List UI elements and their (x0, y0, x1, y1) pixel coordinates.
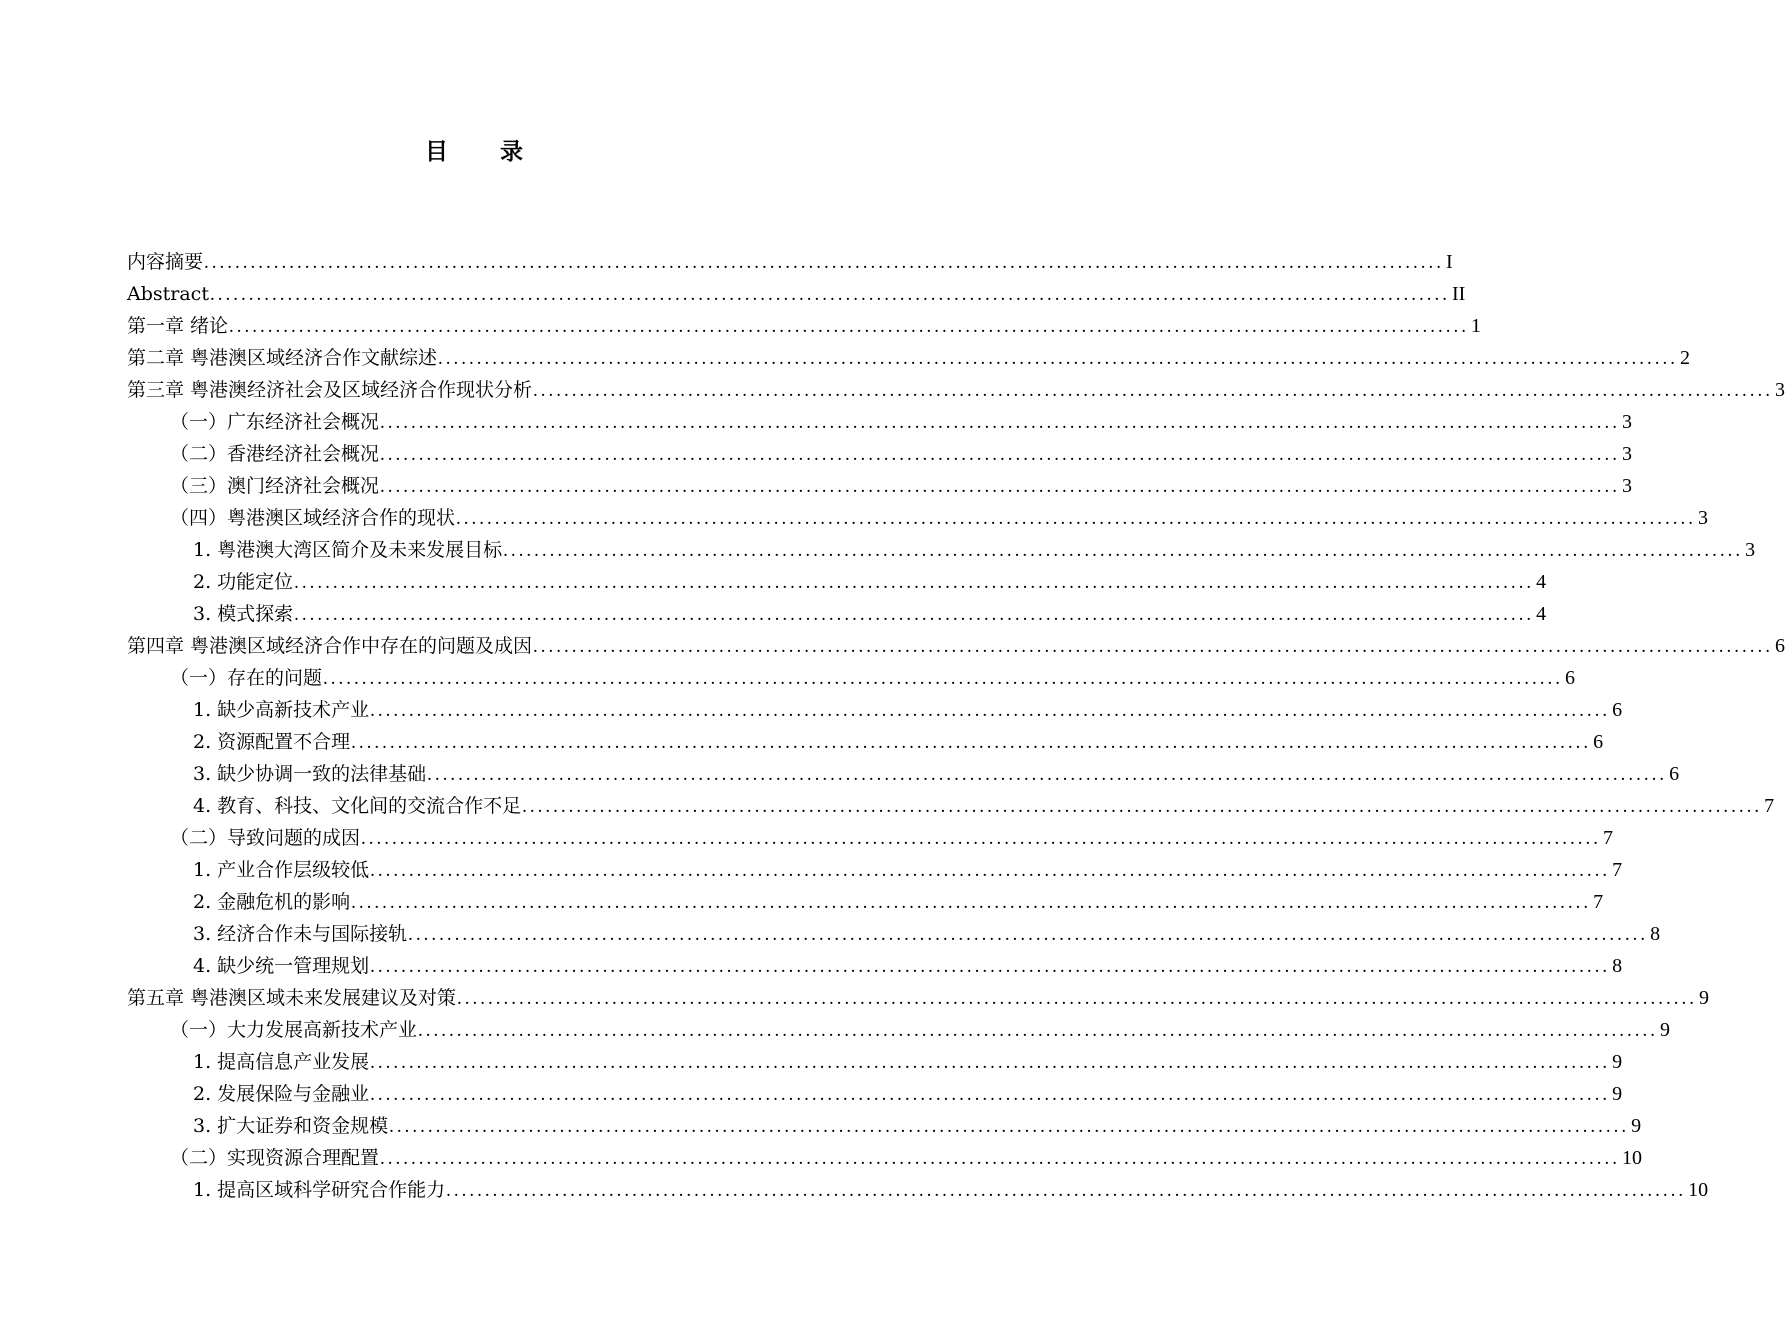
toc-entry-label: 第三章 粤港澳经济社会及区域经济合作现状分析 (127, 379, 533, 401)
toc-entry-label: 2. 金融危机的影响 (193, 891, 351, 913)
toc-leader-dots: ................................................................................................................................................................ (380, 444, 1621, 465)
toc-entry-page-number: 6 (1669, 763, 1680, 785)
toc-entry-label: 第二章 粤港澳区域经济合作文献综述 (127, 347, 438, 369)
toc-entry-page-number: 7 (1764, 795, 1775, 817)
toc-leader-dots: ................................................................................................................................................................ (351, 732, 1592, 753)
toc-entry-label: （二）导致问题的成因 (170, 827, 361, 849)
toc-entry-label: 3. 扩大证券和资金规模 (193, 1115, 389, 1137)
toc-entry-label: 1. 提高区域科学研究合作能力 (193, 1179, 446, 1201)
toc-entry[interactable] (127, 1014, 1671, 1046)
toc-leader-dots: ................................................................................................................................................................ (370, 956, 1611, 977)
toc-entry-page-number: 3 (1622, 475, 1633, 497)
toc-leader-dots: ................................................................................................................................................................ (380, 412, 1621, 433)
toc-leader-dots: ................................................................................................................................................................ (446, 1180, 1687, 1201)
toc-entry-page-number: 4 (1536, 571, 1547, 593)
toc-entry-label: 2. 资源配置不合理 (193, 731, 351, 753)
toc-entry-label: 内容摘要 (127, 251, 204, 273)
toc-leader-dots: ................................................................................................................................................................ (522, 796, 1763, 817)
toc-leader-dots: ................................................................................................................................................................ (456, 508, 1697, 529)
toc-entry[interactable] (127, 886, 1604, 918)
toc-entry[interactable] (127, 822, 1614, 854)
toc-entry[interactable] (127, 598, 1547, 630)
page-title: 目 录 (425, 139, 525, 165)
toc-entry-page-number: 1 (1471, 315, 1482, 337)
toc-leader-dots: ................................................................................................................................................................ (323, 668, 1564, 689)
toc-entry-label: （二）实现资源合理配置 (170, 1147, 380, 1169)
toc-leader-dots: ................................................................................................................................................................ (351, 892, 1592, 913)
toc-entry-label: 第一章 绪论 (127, 315, 229, 337)
toc-entry-page-number: 9 (1660, 1019, 1671, 1041)
toc-entry-page-number: 2 (1680, 347, 1691, 369)
toc-entry-label: 4. 缺少统一管理规划 (193, 955, 370, 977)
toc-leader-dots: ................................................................................................................................................................ (438, 348, 1679, 369)
toc-entry-label: 第五章 粤港澳区域未来发展建议及对策 (127, 987, 457, 1009)
toc-entry[interactable] (127, 854, 1623, 886)
toc-leader-dots: ................................................................................................................................................................ (389, 1116, 1630, 1137)
toc-entry-page-number: 3 (1698, 507, 1709, 529)
toc-leader-dots: ................................................................................................................................................................ (370, 1084, 1611, 1105)
toc-entry-page-number: I (1446, 251, 1453, 273)
toc-leader-dots: ................................................................................................................................................................ (361, 828, 1602, 849)
toc-entry-page-number: 8 (1612, 955, 1623, 977)
toc-entry-label: （三）澳门经济社会概况 (170, 475, 380, 497)
toc-leader-dots: ................................................................................................................................................................ (418, 1020, 1659, 1041)
toc-entry[interactable] (127, 566, 1547, 598)
toc-leader-dots: ................................................................................................................................................................ (380, 1148, 1621, 1169)
toc-entry-label: （一）大力发展高新技术产业 (170, 1019, 418, 1041)
toc-entry-page-number: 4 (1536, 603, 1547, 625)
toc-entry-page-number: 6 (1775, 635, 1785, 657)
toc-entry-label: （一）存在的问题 (170, 667, 323, 689)
toc-entry-page-number: 6 (1565, 667, 1576, 689)
toc-entry[interactable] (127, 342, 1691, 374)
toc-entry-page-number: 3 (1622, 411, 1633, 433)
toc-leader-dots: ................................................................................................................................................................ (209, 284, 1450, 305)
toc-entry[interactable] (127, 1046, 1623, 1078)
toc-entry-label: （一）广东经济社会概况 (170, 411, 380, 433)
toc-entry-page-number: 7 (1603, 827, 1614, 849)
toc-entry[interactable] (127, 662, 1576, 694)
toc-leader-dots: ................................................................................................................................................................ (294, 572, 1535, 593)
toc-entry[interactable] (127, 470, 1633, 502)
toc-entry-page-number: 9 (1699, 987, 1710, 1009)
toc-entry[interactable] (127, 534, 1756, 566)
table-of-contents (127, 246, 1785, 1206)
toc-entry[interactable] (127, 1142, 1643, 1174)
toc-leader-dots: ................................................................................................................................................................ (380, 476, 1621, 497)
toc-entry-page-number: 7 (1612, 859, 1623, 881)
toc-entry[interactable] (127, 694, 1623, 726)
toc-entry[interactable] (127, 982, 1710, 1014)
toc-leader-dots: ................................................................................................................................................................ (370, 700, 1611, 721)
toc-entry-label: （二）香港经济社会概况 (170, 443, 380, 465)
toc-entry-label: 3. 缺少协调一致的法律基础 (193, 763, 427, 785)
toc-entry-label: Abstract (127, 283, 209, 305)
toc-entry[interactable] (127, 1174, 1709, 1206)
toc-entry-label: 1. 缺少高新技术产业 (193, 699, 370, 721)
toc-entry-label: 3. 模式探索 (193, 603, 294, 625)
toc-entry-page-number: 10 (1688, 1179, 1709, 1201)
toc-entry-page-number: 7 (1593, 891, 1604, 913)
toc-entry-label: 1. 粤港澳大湾区简介及未来发展目标 (193, 539, 503, 561)
toc-entry-page-number: II (1451, 283, 1466, 305)
toc-leader-dots: ................................................................................................................................................................ (457, 988, 1698, 1009)
toc-entry-label: 2. 功能定位 (193, 571, 294, 593)
toc-entry-label: 4. 教育、科技、文化间的交流合作不足 (193, 795, 522, 817)
toc-entry-page-number: 3 (1775, 379, 1785, 401)
toc-entry-label: 1. 提高信息产业发展 (193, 1051, 370, 1073)
toc-entry[interactable] (127, 246, 1453, 278)
toc-entry[interactable] (127, 630, 1785, 662)
toc-entry[interactable] (127, 278, 1466, 310)
toc-leader-dots: ................................................................................................................................................................ (370, 1052, 1611, 1073)
toc-leader-dots: ................................................................................................................................................................ (370, 860, 1611, 881)
toc-entry-page-number: 3 (1622, 443, 1633, 465)
toc-entry-page-number: 9 (1612, 1051, 1623, 1073)
toc-leader-dots: ................................................................................................................................................................ (533, 380, 1774, 401)
toc-leader-dots: ................................................................................................................................................................ (533, 636, 1774, 657)
toc-entry-label: 3. 经济合作未与国际接轨 (193, 923, 408, 945)
toc-leader-dots: ................................................................................................................................................................ (229, 316, 1470, 337)
toc-entry[interactable] (127, 726, 1604, 758)
toc-entry[interactable] (127, 758, 1680, 790)
toc-entry-page-number: 10 (1622, 1147, 1643, 1169)
toc-entry[interactable] (127, 374, 1785, 406)
toc-entry[interactable] (127, 950, 1623, 982)
toc-entry-label: 1. 产业合作层级较低 (193, 859, 370, 881)
toc-entry[interactable] (127, 790, 1775, 822)
toc-entry[interactable] (127, 1110, 1642, 1142)
toc-entry-label: （四）粤港澳区域经济合作的现状 (170, 507, 456, 529)
toc-leader-dots: ................................................................................................................................................................ (427, 764, 1668, 785)
toc-entry-page-number: 9 (1612, 1083, 1623, 1105)
toc-entry[interactable] (127, 918, 1661, 950)
toc-leader-dots: ................................................................................................................................................................ (294, 604, 1535, 625)
toc-entry-page-number: 9 (1631, 1115, 1642, 1137)
toc-entry-page-number: 6 (1612, 699, 1623, 721)
toc-entry-page-number: 6 (1593, 731, 1604, 753)
toc-leader-dots: ................................................................................................................................................................ (408, 924, 1649, 945)
toc-entry[interactable] (127, 1078, 1623, 1110)
toc-leader-dots: ................................................................................................................................................................ (503, 540, 1744, 561)
toc-leader-dots: ................................................................................................................................................................ (204, 252, 1445, 273)
toc-entry[interactable] (127, 310, 1482, 342)
toc-entry[interactable] (127, 438, 1633, 470)
toc-entry[interactable] (127, 406, 1633, 438)
toc-entry-label: 第四章 粤港澳区域经济合作中存在的问题及成因 (127, 635, 533, 657)
toc-entry[interactable] (127, 502, 1709, 534)
toc-entry-page-number: 8 (1650, 923, 1661, 945)
toc-entry-page-number: 3 (1745, 539, 1756, 561)
toc-entry-label: 2. 发展保险与金融业 (193, 1083, 370, 1105)
